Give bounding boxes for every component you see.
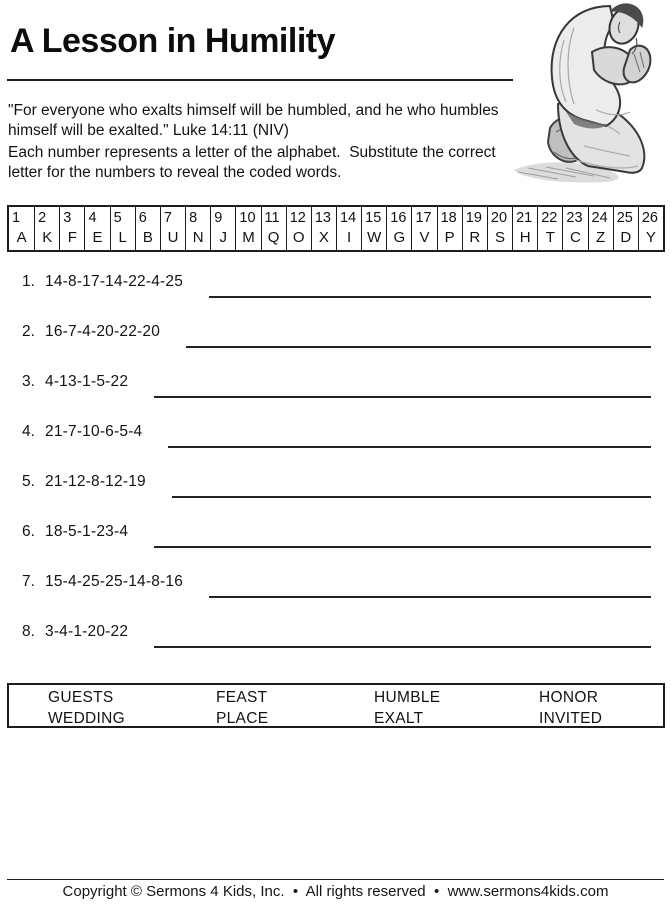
cipher-number: 1 [12,210,21,226]
cipher-cell-17 [411,207,436,250]
answer-blank-1 [209,272,651,298]
cipher-cell-19 [462,207,487,250]
cipher-letter: D [620,229,632,246]
cipher-letter: T [545,229,555,246]
cipher-letter: G [393,229,406,246]
cipher-number: 22 [541,210,558,226]
cipher-cell-24 [588,207,613,250]
puzzle-number: 3. [22,373,35,390]
cipher-cell-26 [638,207,663,250]
cipher-number: 4 [88,210,97,226]
cipher-number: 10 [239,210,256,226]
cipher-cell-2 [34,207,59,250]
word-bank-word: WEDDING [48,710,126,727]
cipher-number: 13 [314,210,331,226]
word-bank-word: HUMBLE [374,689,441,706]
word-bank-word: FEAST [216,689,268,706]
cipher-letter: N [192,229,204,246]
puzzle-row-8 [0,618,671,668]
cipher-letter: P [444,229,455,246]
cipher-number: 16 [390,210,407,226]
answer-blank-7 [209,572,651,598]
cipher-letter: Y [645,229,656,246]
title-underline [7,79,513,81]
cipher-cell-4 [84,207,109,250]
cipher-cell-15 [361,207,386,250]
puzzle-code: 3-4-1-20-22 [45,623,129,640]
cipher-number: 23 [566,210,583,226]
puzzle-code: 21-7-10-6-5-4 [45,423,143,440]
puzzle-number: 4. [22,423,35,440]
puzzle-row-3 [0,368,671,418]
cipher-cell-9 [210,207,235,250]
scripture-quote [8,101,523,141]
cipher-letter: L [118,229,127,246]
cipher-cell-8 [185,207,210,250]
cipher-number: 12 [289,210,306,226]
instructions [8,143,523,183]
cipher-number: 24 [591,210,608,226]
answer-blank-2 [186,322,651,348]
copyright-text: Copyright © Sermons 4 Kids, Inc. • All rights reserved • www.sermons4kids.com [62,883,609,900]
cipher-letter: H [519,229,531,246]
cipher-number: 26 [641,210,658,226]
praying-man-illustration [506,0,671,188]
cipher-number: 2 [38,210,47,226]
cipher-number: 19 [465,210,482,226]
cipher-number: 21 [516,210,533,226]
puzzle-code: 16-7-4-20-22-20 [45,323,161,340]
cipher-cell-14 [336,207,361,250]
praying-man-sketch-icon [506,0,671,188]
cipher-letter: O [292,229,305,246]
cipher-letter: S [494,229,505,246]
puzzle-list [0,268,671,668]
instructions-line1: Each number represents a letter of the alphabet. Substitute the correct [8,143,496,161]
word-bank-word: GUESTS [48,689,114,706]
puzzle-row-7 [0,568,671,618]
cipher-cell-23 [562,207,587,250]
word-bank-word: PLACE [216,710,269,727]
cipher-cell-3 [59,207,84,250]
cipher-cell-5 [110,207,135,250]
word-bank-word: EXALT [374,710,424,727]
puzzle-code: 18-5-1-23-4 [45,523,129,540]
cipher-letter: V [419,229,430,246]
cipher-letter: Q [267,229,280,246]
cipher-cell-10 [235,207,260,250]
answer-blank-5 [172,472,651,498]
puzzle-row-5 [0,468,671,518]
puzzle-number: 2. [22,323,35,340]
cipher-cell-18 [437,207,462,250]
cipher-cell-12 [286,207,311,250]
cipher-letter: U [167,229,179,246]
cipher-cell-13 [311,207,336,250]
puzzle-row-2 [0,318,671,368]
cipher-number: 6 [138,210,147,226]
cipher-number: 20 [490,210,508,226]
cipher-letter: B [142,229,153,246]
puzzle-number: 1. [22,273,35,290]
cipher-number: 11 [264,210,280,226]
cipher-letter: J [219,229,228,246]
cipher-number: 18 [440,210,457,226]
instructions-line2: letter for the numbers to reveal the coded words. [8,163,342,181]
word-bank [7,683,665,728]
cipher-letter: X [318,229,329,246]
puzzle-number: 8. [22,623,35,640]
answer-blank-8 [154,622,651,648]
puzzle-number: 7. [22,573,35,590]
cipher-letter: Z [596,229,606,246]
puzzle-code: 15-4-25-25-14-8-16 [45,573,184,590]
cipher-letter: F [67,229,77,246]
puzzle-code: 21-12-8-12-19 [45,473,146,490]
puzzle-code: 14-8-17-14-22-4-25 [45,273,184,290]
cipher-cell-1 [9,207,34,250]
cipher-letter: W [367,229,382,246]
puzzle-row-1 [0,268,671,318]
cipher-cell-21 [512,207,537,250]
cipher-number: 14 [340,210,357,226]
cipher-cell-20 [487,207,512,250]
cipher-letter: R [469,229,481,246]
cipher-letter: E [92,229,103,246]
puzzle-row-6 [0,518,671,568]
cipher-letter: A [16,229,27,246]
cipher-cell-25 [613,207,638,250]
cipher-cell-6 [135,207,160,250]
scripture-quote-line2: himself will be exalted." Luke 14:11 (NIV) [8,121,289,139]
cipher-number: 8 [189,210,198,226]
cipher-letter: K [42,229,53,246]
cipher-cell-22 [537,207,562,250]
puzzle-number: 5. [22,473,35,490]
answer-blank-3 [154,372,651,398]
cipher-number: 15 [365,210,382,226]
cipher-number: 17 [415,210,432,226]
cipher-letter: C [570,229,581,246]
cipher-cell-7 [160,207,185,250]
cipher-number: 9 [214,210,223,226]
cipher-letter: M [242,229,255,246]
cipher-cell-16 [386,207,411,250]
word-bank-word: INVITED [539,710,603,727]
footer-divider [7,879,664,880]
cipher-number: 25 [616,210,633,226]
puzzle-code: 4-13-1-5-22 [45,373,129,390]
scripture-quote-line1: "For everyone who exalts himself will be humbled, and he who humbles [8,101,499,119]
puzzle-number: 6. [22,523,35,540]
cipher-letter: I [346,229,352,246]
cipher-number: 3 [63,210,72,226]
answer-blank-4 [168,422,651,448]
cipher-number: 7 [163,210,172,226]
cipher-number: 5 [113,210,122,226]
page-title: A Lesson in Humility [10,22,336,60]
word-bank-word: HONOR [539,689,599,706]
answer-blank-6 [154,522,651,548]
puzzle-row-4 [0,418,671,468]
cipher-key-table [7,205,665,252]
cipher-cell-11 [261,207,286,250]
